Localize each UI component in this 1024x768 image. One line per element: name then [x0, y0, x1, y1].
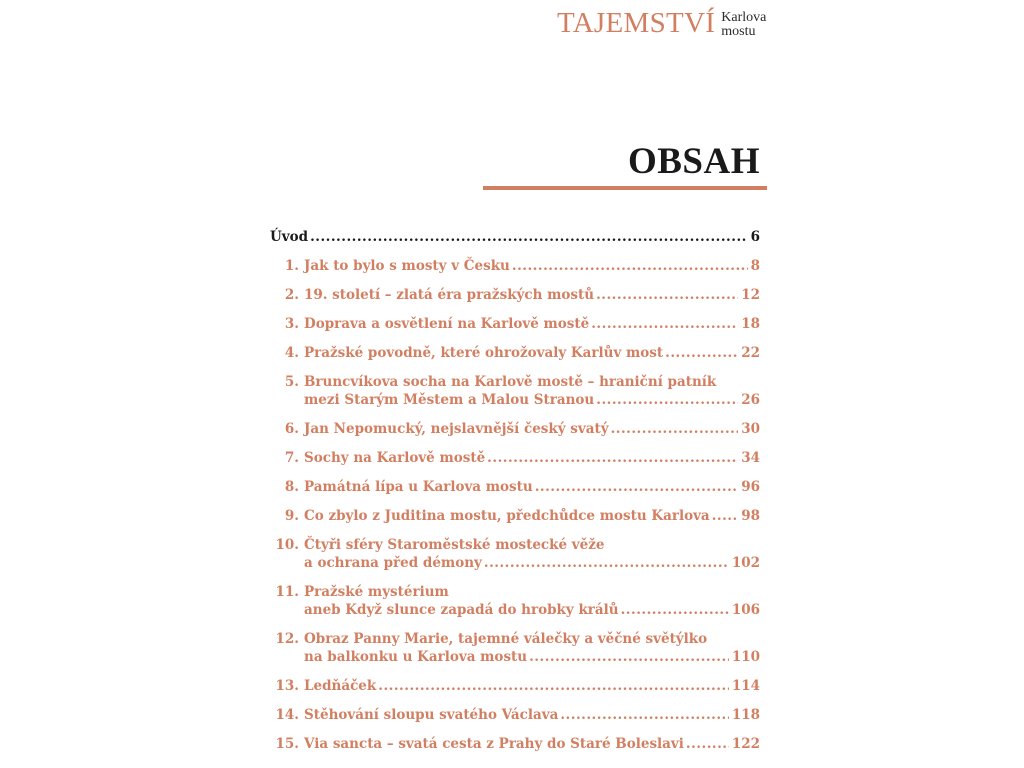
- dot-leader: [621, 601, 729, 619]
- toc-entry-title: Jan Nepomucký, nejslavnější český svatý: [304, 421, 609, 437]
- toc-page-number: 12: [741, 287, 760, 303]
- toc-entry-number: 11.: [275, 584, 299, 600]
- toc-page-number: 106: [731, 602, 760, 618]
- toc-entry[interactable]: [270, 536, 760, 572]
- dot-leader: [596, 286, 738, 304]
- toc-entry-title: mezi Starým Městem a Malou Stranou: [304, 392, 595, 408]
- book-title-sub-line1: Karlova: [721, 10, 767, 25]
- toc-page-number: 114: [731, 678, 760, 694]
- table-of-contents: [270, 228, 760, 764]
- toc-entry-title-line1: Obraz Panny Marie, tajemné válečky a věčné světýlko: [304, 631, 708, 647]
- toc-page-number: 118: [731, 707, 760, 723]
- title-underline: [483, 186, 767, 190]
- toc-entry[interactable]: [270, 706, 760, 724]
- toc-entry[interactable]: [270, 478, 760, 496]
- toc-entry-number: 13.: [275, 678, 299, 694]
- toc-entry-title: 19. století – zlatá éra pražských mostů: [304, 287, 595, 303]
- dot-leader: [512, 257, 748, 275]
- dot-leader: [686, 735, 729, 753]
- toc-entry[interactable]: [270, 735, 760, 753]
- toc-entry[interactable]: [270, 583, 760, 619]
- toc-page-number: 102: [731, 555, 760, 571]
- toc-entry[interactable]: [270, 344, 760, 362]
- toc-page-number: 98: [741, 508, 760, 524]
- toc-entry[interactable]: [270, 286, 760, 304]
- toc-entry-title: Ledňáček: [304, 678, 377, 694]
- toc-entry-title: Stěhování sloupu svatého Václava: [304, 707, 559, 723]
- toc-page-number: 22: [741, 345, 760, 361]
- toc-entry-title: Památná lípa u Karlova mostu: [304, 479, 533, 495]
- toc-entry-number: 15.: [275, 736, 299, 752]
- toc-entry-title: Co zbylo z Juditina mostu, předchůdce mostu Karlova: [304, 508, 710, 524]
- dot-leader: [560, 706, 728, 724]
- toc-page-number: 122: [731, 736, 760, 752]
- toc-entry-number: 12.: [275, 631, 299, 647]
- toc-entry-title: Via sancta – svatá cesta z Prahy do Staré Boleslavi: [304, 736, 684, 752]
- toc-entry-number: 2.: [284, 287, 299, 303]
- toc-entry-title: aneb Když slunce zapadá do hrobky králů: [304, 602, 619, 618]
- toc-page-number: 34: [741, 450, 760, 466]
- book-title-sub: [721, 11, 766, 39]
- dot-leader: [487, 449, 738, 467]
- toc-entry-number: 4.: [284, 345, 299, 361]
- toc-entry-number: 9.: [284, 508, 299, 524]
- running-header: [557, 7, 766, 41]
- book-title-sub-line2: mostu: [721, 24, 756, 39]
- toc-entry[interactable]: [270, 507, 760, 525]
- toc-entry[interactable]: [270, 630, 760, 666]
- toc-entry-number: 8.: [284, 479, 299, 495]
- toc-entry-number: 5.: [284, 374, 299, 390]
- dot-leader: [529, 648, 729, 666]
- dot-leader: [611, 420, 739, 438]
- toc-entry-title: na balkonku u Karlova mostu: [304, 649, 528, 665]
- page-title: OBSAH: [627, 141, 760, 182]
- toc-entry-number: 7.: [284, 450, 299, 466]
- toc-entry-title: Pražské povodně, které ohrožovaly Karlův most: [304, 345, 664, 361]
- toc-entry-number: 10.: [275, 537, 299, 553]
- dot-leader: [484, 554, 729, 572]
- toc-page-number: 8: [750, 258, 760, 274]
- dot-leader: [310, 228, 748, 246]
- toc-entry-title-line1: Pražské mystérium: [304, 584, 449, 600]
- toc-entry-number: 1.: [284, 258, 299, 274]
- toc-entry-title: Doprava a osvětlení na Karlově mostě: [304, 316, 590, 332]
- dot-leader: [591, 315, 738, 333]
- toc-entry-title: Úvod: [270, 229, 309, 245]
- toc-page-number: 110: [731, 649, 760, 665]
- toc-entry-number: 6.: [284, 421, 299, 437]
- toc-entry-title: Jak to bylo s mosty v Česku: [304, 258, 510, 274]
- toc-page-number: 6: [750, 229, 760, 245]
- toc-entry[interactable]: [270, 449, 760, 467]
- toc-entry-title: a ochrana před démony: [304, 555, 482, 571]
- toc-page-number: 26: [741, 392, 760, 408]
- toc-page-number: 30: [741, 421, 760, 437]
- toc-entry[interactable]: [270, 315, 760, 333]
- toc-entry[interactable]: [270, 420, 760, 438]
- toc-entry-intro[interactable]: [270, 228, 760, 246]
- book-title-main: TAJEMSTVÍ: [557, 7, 716, 39]
- toc-entry-number: 3.: [284, 316, 299, 332]
- toc-entry-number: 14.: [275, 707, 299, 723]
- toc-entry-title-line1: Čtyři sféry Staroměstské mostecké věže: [304, 537, 605, 553]
- toc-entry[interactable]: [270, 257, 760, 275]
- dot-leader: [712, 507, 739, 525]
- toc-page-number: 18: [741, 316, 760, 332]
- dot-leader: [665, 344, 738, 362]
- toc-list: [270, 257, 760, 753]
- toc-entry[interactable]: [270, 677, 760, 695]
- toc-page-number: 96: [741, 479, 760, 495]
- toc-entry[interactable]: [270, 373, 760, 409]
- dot-leader: [535, 478, 739, 496]
- dot-leader: [378, 677, 729, 695]
- toc-entry-title-line1: Bruncvíkova socha na Karlově mostě – hraniční patník: [304, 374, 717, 390]
- dot-leader: [596, 391, 738, 409]
- toc-entry-title: Sochy na Karlově mostě: [304, 450, 486, 466]
